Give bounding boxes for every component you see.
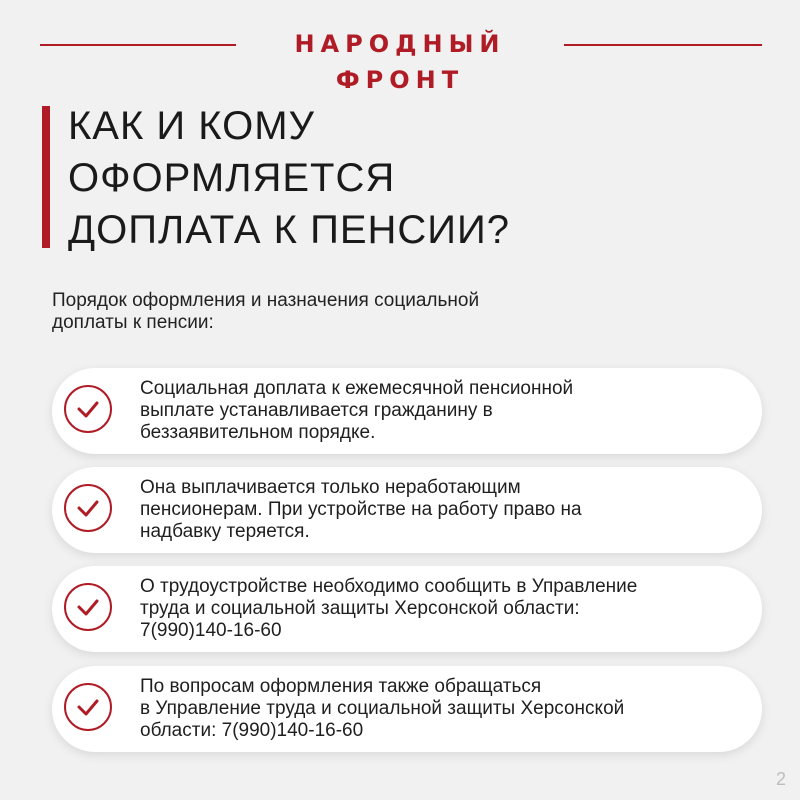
title-line: КАК И КОМУ [68, 104, 315, 148]
check-icon [64, 484, 112, 532]
info-card-text [140, 378, 750, 444]
info-card-1 [52, 368, 762, 454]
brand-logo-text: НАРОДНЫЙ ФРОНТ [294, 30, 506, 94]
card-line: По вопросам оформления также обращаться [140, 676, 542, 697]
info-card-2 [52, 467, 762, 553]
info-card-3 [52, 566, 762, 652]
info-card-text [140, 477, 750, 543]
card-line: беззаявительном порядке. [140, 422, 376, 443]
card-line: труда и социальной защиты Херсонской области: [140, 598, 580, 619]
card-line: области: 7(990)140-16-60 [140, 720, 364, 741]
intro-line: доплаты к пенсии: [52, 312, 214, 333]
title-line: ОФОРМЛЯЕТСЯ [68, 156, 396, 200]
info-card-text [140, 676, 750, 742]
card-line: выплате устанавливается гражданину в [140, 400, 493, 421]
card-line: в Управление труда и социальной защиты Херсонской [140, 698, 625, 719]
card-line: Она выплачивается только неработающим [140, 477, 521, 498]
header [0, 26, 800, 94]
page-number: 2 [775, 769, 786, 789]
page-title [68, 100, 768, 256]
card-line: Социальная доплата к ежемесячной пенсионной [140, 378, 574, 399]
info-card-text [140, 576, 750, 642]
check-icon [64, 683, 112, 731]
header-divider-left [40, 44, 236, 46]
intro-line: Порядок оформления и назначения социальной [52, 290, 480, 311]
title-line: ДОПЛАТА К ПЕНСИИ? [68, 208, 511, 252]
card-line: пенсионерам. При устройстве на работу право на [140, 499, 582, 520]
title-accent-bar [42, 106, 50, 248]
check-icon [64, 583, 112, 631]
intro-text [52, 290, 612, 334]
check-icon [64, 385, 112, 433]
card-line: 7(990)140-16-60 [140, 620, 282, 641]
info-card-4 [52, 666, 762, 752]
card-line: О трудоустройстве необходимо сообщить в Управление [140, 576, 638, 597]
card-line: надбавку теряется. [140, 521, 310, 542]
header-divider-right [564, 44, 762, 46]
